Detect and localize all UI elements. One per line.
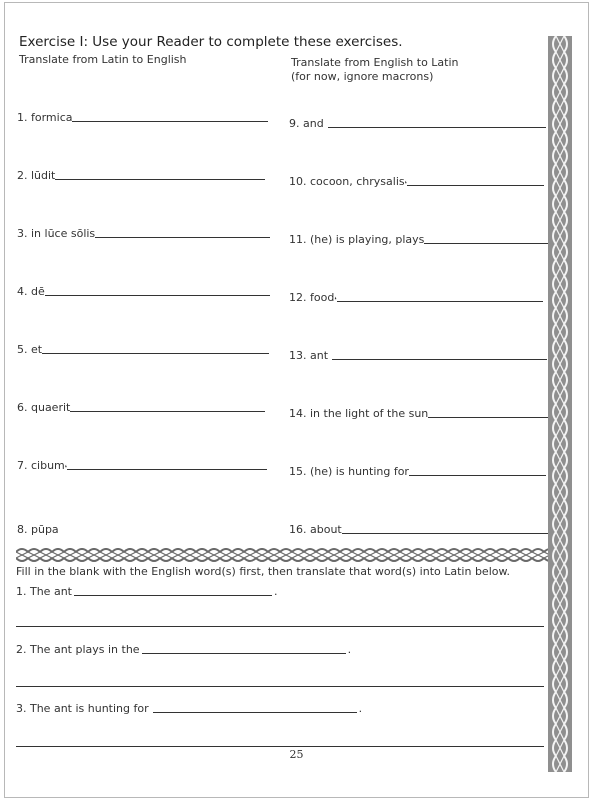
fill-item-2: 2. The ant plays in the . [16, 643, 352, 656]
rope-segment [52, 552, 64, 558]
rope-segment [292, 552, 304, 558]
rope-segment [64, 549, 76, 552]
english-item-11: 11. (he) is playing, plays [289, 230, 548, 246]
latin-item-4: 4. dē [17, 282, 270, 298]
rope-segment [280, 549, 292, 552]
rope-segment [124, 549, 136, 552]
english-item-15: 15. (he) is hunting for [289, 462, 546, 478]
rope-segment [388, 552, 400, 558]
rope-segment [316, 558, 328, 561]
latin-item-7: 7. cibum ❛ [17, 456, 267, 472]
answer-blank[interactable] [332, 359, 547, 360]
answer-blank[interactable] [67, 469, 267, 470]
page-number: 25 [289, 748, 304, 761]
translation-line[interactable] [16, 626, 544, 627]
footnote-mark: ❛ [404, 180, 407, 188]
rope-segment [532, 552, 544, 558]
rope-segment [124, 558, 136, 561]
fill-instruction: Fill in the blank with the English word(s) first, then translate that word(s) into Latin below. [16, 565, 510, 578]
latin-item-5: 5. et [17, 340, 269, 356]
right-column-heading [291, 56, 459, 84]
answer-blank[interactable] [153, 712, 357, 713]
rope-segment [292, 549, 304, 552]
rope-segment [220, 549, 232, 552]
latin-item-8: 8. pūpa [17, 523, 59, 536]
english-item-12: 12. food ❛ [289, 288, 543, 304]
rope-segment [520, 558, 532, 561]
english-item-16: 16. about [289, 520, 548, 536]
translation-line[interactable] [16, 746, 544, 747]
latin-item-6: 6. quaerit [17, 398, 265, 414]
rope-segment [160, 552, 172, 558]
rope-segment [208, 549, 220, 552]
rope-segment [184, 558, 196, 561]
translation-line[interactable] [16, 686, 544, 687]
rope-segment [496, 549, 508, 552]
rope-segment [388, 549, 400, 552]
rope-segment [364, 549, 376, 552]
rope-segment [268, 549, 280, 552]
rope-segment [424, 558, 436, 561]
english-item-9: 9. and [289, 114, 546, 130]
rope-segment [256, 558, 268, 561]
rope-segment [508, 558, 520, 561]
rope-segment [268, 558, 280, 561]
rope-segment [232, 552, 244, 558]
rope-segment [340, 558, 352, 561]
rope-segment [352, 552, 364, 558]
right-heading-line-1: Translate from English to Latin [291, 56, 459, 69]
rope-segment [412, 558, 424, 561]
rope-segment [364, 558, 376, 561]
rope-segment [244, 549, 256, 552]
english-item-14: 14. in the light of the sun [289, 404, 550, 420]
rope-segment [400, 549, 412, 552]
rope-segment [508, 549, 520, 552]
answer-blank[interactable] [95, 237, 270, 238]
rope-segment [76, 552, 88, 558]
answer-blank[interactable] [328, 127, 546, 128]
rope-segment [88, 558, 100, 561]
rope-segment [148, 549, 160, 552]
answer-blank[interactable] [55, 179, 265, 180]
rope-segment [424, 549, 436, 552]
rope-segment [172, 552, 184, 558]
rope-segment [448, 552, 460, 558]
rope-segment [148, 558, 160, 561]
rope-segment [172, 558, 184, 561]
rope-segment [220, 552, 232, 558]
answer-blank[interactable] [337, 301, 543, 302]
answer-blank[interactable] [74, 595, 272, 596]
answer-blank[interactable] [42, 353, 269, 354]
rope-segment [136, 558, 148, 561]
rope-segment [232, 558, 244, 561]
rope-segment [484, 558, 496, 561]
rope-segment [16, 552, 28, 558]
rope-segment [496, 552, 508, 558]
rope-segment [256, 549, 268, 552]
rope-segment [160, 549, 172, 552]
rope-segment [316, 549, 328, 552]
rope-segment [112, 549, 124, 552]
rope-segment [424, 552, 436, 558]
rope-segment [40, 552, 52, 558]
rope-segment [232, 549, 244, 552]
latin-item-1: 1. formica [17, 108, 268, 124]
rope-segment [64, 558, 76, 561]
rope-segment [412, 549, 424, 552]
left-column-heading: Translate from Latin to English [19, 53, 187, 66]
rope-segment [460, 552, 472, 558]
rope-segment [328, 552, 340, 558]
rope-segment [88, 549, 100, 552]
rope-segment [340, 549, 352, 552]
rope-segment [64, 552, 76, 558]
rope-segment [112, 558, 124, 561]
rope-segment [100, 552, 112, 558]
rope-segment [304, 558, 316, 561]
rope-segment [292, 558, 304, 561]
rope-segment [88, 552, 100, 558]
rope-segment [196, 549, 208, 552]
rope-segment [520, 552, 532, 558]
rope-segment [52, 558, 64, 561]
rope-segment [184, 552, 196, 558]
rope-segment [472, 558, 484, 561]
rope-segment [448, 549, 460, 552]
rope-segment [280, 552, 292, 558]
rope-segment [388, 558, 400, 561]
rope-segment [244, 552, 256, 558]
rope-segment [460, 558, 472, 561]
rope-segment [400, 558, 412, 561]
rope-segment [352, 558, 364, 561]
exercise-title: Exercise I: Use your Reader to complete these exercises. [19, 34, 403, 50]
rope-segment [268, 552, 280, 558]
rope-segment [484, 552, 496, 558]
footnote-mark: ❛ [64, 464, 68, 472]
rope-segment [436, 558, 448, 561]
rope-divider [16, 548, 556, 562]
latin-item-3: 3. in lūce sōlis [17, 224, 270, 240]
rope-segment [520, 549, 532, 552]
rope-segment [532, 549, 544, 552]
rope-segment [244, 558, 256, 561]
rope-segment [40, 549, 52, 552]
rope-segment [16, 549, 28, 552]
rope-segment [76, 549, 88, 552]
answer-blank[interactable] [424, 243, 548, 244]
right-heading-line-2: (for now, ignore macrons) [291, 70, 434, 83]
english-item-13: 13. ant [289, 346, 547, 362]
rope-segment [112, 552, 124, 558]
rope-segment [136, 549, 148, 552]
rope-segment [124, 552, 136, 558]
rope-segment [472, 552, 484, 558]
rope-segment [328, 549, 340, 552]
rope-segment [160, 558, 172, 561]
fill-item-3: 3. The ant is hunting for . [16, 702, 363, 715]
rope-border [548, 36, 572, 772]
answer-blank[interactable] [407, 185, 544, 186]
rope-segment [208, 558, 220, 561]
rope-segment [208, 552, 220, 558]
latin-item-2: 2. lūdit [17, 166, 265, 182]
rope-segment [496, 558, 508, 561]
rope-segment [328, 558, 340, 561]
rope-segment [28, 552, 40, 558]
rope-segment [484, 549, 496, 552]
rope-segment [184, 549, 196, 552]
fill-item-1: 1. The ant . [16, 585, 278, 598]
rope-segment [28, 549, 40, 552]
rope-segment [136, 552, 148, 558]
answer-blank[interactable] [428, 417, 550, 418]
rope-segment [100, 549, 112, 552]
rope-segment [412, 552, 424, 558]
rope-segment [364, 552, 376, 558]
rope-segment [376, 558, 388, 561]
rope-segment [460, 549, 472, 552]
rope-segment [196, 552, 208, 558]
rope-segment [304, 552, 316, 558]
rope-segment [436, 549, 448, 552]
rope-segment [220, 558, 232, 561]
rope-segment [52, 549, 64, 552]
rope-segment [280, 558, 292, 561]
rope-segment [256, 552, 268, 558]
answer-blank[interactable] [342, 533, 548, 534]
rope-segment [100, 558, 112, 561]
rope-segment [532, 558, 544, 561]
rope-segment [448, 558, 460, 561]
rope-segment [376, 552, 388, 558]
english-item-10: 10. cocoon, chrysalis ❛ [289, 172, 544, 188]
rope-segment [508, 552, 520, 558]
answer-blank[interactable] [45, 295, 270, 296]
rope-segment [304, 549, 316, 552]
rope-segment [16, 558, 28, 561]
rope-segment [400, 552, 412, 558]
answer-blank[interactable] [70, 411, 265, 412]
rope-segment [316, 552, 328, 558]
rope-segment [352, 549, 364, 552]
rope-segment [376, 549, 388, 552]
rope-segment [28, 558, 40, 561]
rope-segment [148, 552, 160, 558]
rope-segment [436, 552, 448, 558]
rope-segment [172, 549, 184, 552]
answer-blank[interactable] [72, 121, 268, 122]
rope-segment [340, 552, 352, 558]
rope-segment [196, 558, 208, 561]
rope-segment [76, 558, 88, 561]
rope-segment [40, 558, 52, 561]
rope-segment [472, 549, 484, 552]
footnote-mark: ❛ [334, 296, 337, 304]
answer-blank[interactable] [142, 653, 346, 654]
answer-blank[interactable] [409, 475, 546, 476]
